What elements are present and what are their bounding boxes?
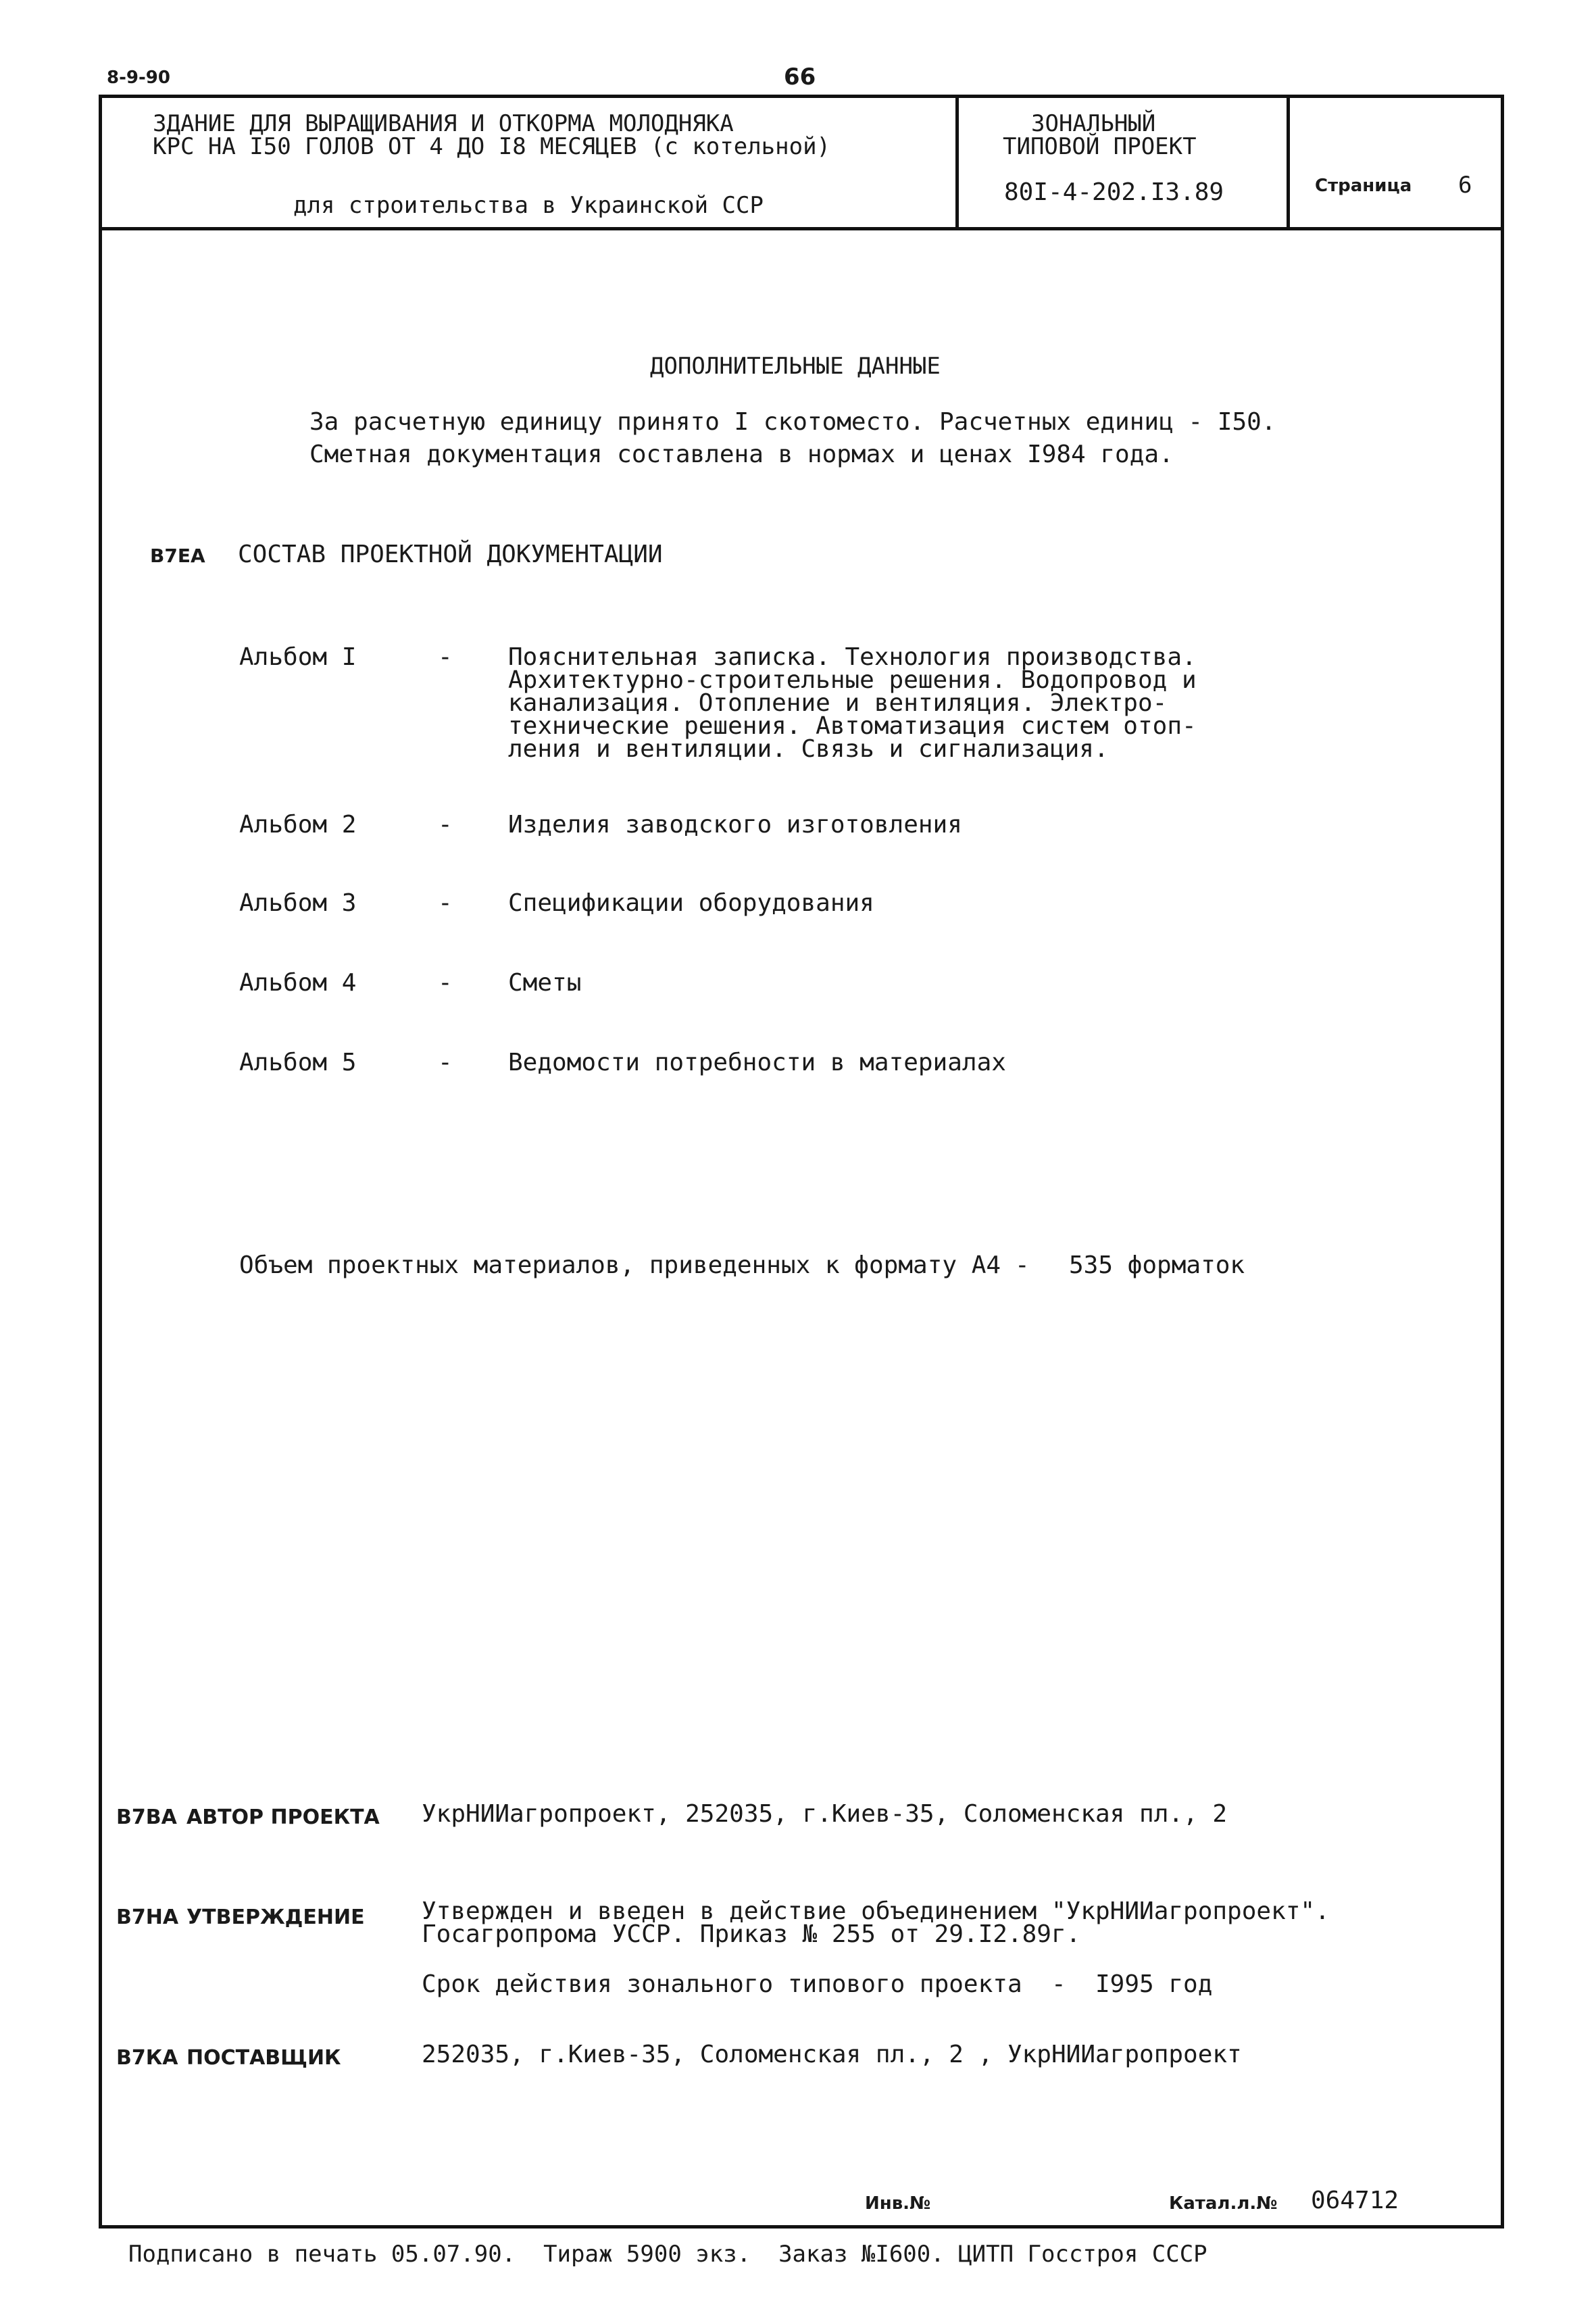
additional-data-heading: ДОПОЛНИТЕЛЬНЫЕ ДАННЫЕ xyxy=(650,353,941,380)
album-description-line: технические решения. Автоматизация систем отоп- xyxy=(508,712,1197,740)
project-title-line2: КРС НА I50 ГОЛОВ ОТ 4 ДО I8 МЕСЯЦЕВ (с котельной) xyxy=(153,133,831,160)
album-name: Альбом 4 xyxy=(239,969,357,997)
supplier-label: ПОСТАВЩИК xyxy=(186,2046,341,2070)
album-description-line: Спецификации оборудования xyxy=(508,889,874,917)
volume-value: 535 форматок xyxy=(1069,1251,1245,1279)
approval-line2: Госагропрома УССР. Приказ № 255 от 29.I2.89г. xyxy=(422,1920,1081,1948)
date-code: 8-9-90 xyxy=(107,68,170,88)
album-dash: - xyxy=(438,1049,453,1076)
album-dash: - xyxy=(438,969,453,997)
album-dash: - xyxy=(438,811,453,839)
project-title-line1: ЗДАНИЕ ДЛЯ ВЫРАЩИВАНИЯ И ОТКОРМА МОЛОДНЯКА xyxy=(153,110,734,137)
album-description-line: Пояснительная записка. Технология производства. xyxy=(508,643,1197,671)
album-dash: - xyxy=(438,643,453,671)
additional-data-line2: Сметная документация составлена в нормах и ценах I984 года. xyxy=(309,441,1174,468)
title-block-separator-2 xyxy=(1287,95,1290,230)
volume-dash: - xyxy=(1015,1251,1030,1279)
album-description-line: Ведомости потребности в материалах xyxy=(508,1049,1006,1076)
album-name: Альбом 3 xyxy=(239,889,357,917)
supplier-value: 252035, г.Киев-35, Соломенская пл., 2 , УкрНИИагропроект xyxy=(422,2041,1242,2068)
approval-validity: Срок действия зонального типового проекта - I995 год xyxy=(422,1970,1213,1998)
author-label: АВТОР ПРОЕКТА xyxy=(186,1806,380,1829)
sheet-number: 66 xyxy=(784,64,816,91)
album-name: Альбом I xyxy=(239,643,357,671)
print-info: Подписано в печать 05.07.90. Тираж 5900 экз. Заказ №I600. ЦИТП Госстроя СССР xyxy=(128,2241,1207,2268)
catalog-label: Катал.л.№ xyxy=(1169,2193,1278,2214)
author-value: УкрНИИагропроект, 252035, г.Киев-35, Соломенская пл., 2 xyxy=(422,1800,1228,1828)
approval-code: В7НА xyxy=(116,1906,179,1929)
album-description-line: ления и вентиляции. Связь и сигнализация. xyxy=(508,735,1109,763)
composition-heading: СОСТАВ ПРОЕКТНОЙ ДОКУМЕНТАЦИИ xyxy=(238,541,663,568)
approval-line1: Утвержден и введен в действие объединением "УкрНИИагропроект". xyxy=(422,1897,1330,1925)
supplier-code: В7КА xyxy=(116,2046,178,2070)
volume-label: Объем проектных материалов, приведенных к формату А4 xyxy=(239,1251,1001,1279)
inventory-label: Инв.№ xyxy=(865,2193,931,2214)
album-dash: - xyxy=(438,889,453,917)
project-code: 80I-4-202.I3.89 xyxy=(1004,178,1224,206)
composition-code: В7ЕА xyxy=(150,545,205,567)
album-name: Альбом 2 xyxy=(239,811,357,839)
project-type-line1: ЗОНАЛЬНЫЙ xyxy=(1031,110,1156,137)
approval-label: УТВЕРЖДЕНИЕ xyxy=(186,1906,365,1929)
author-code: В7ВА xyxy=(116,1806,177,1829)
album-description-line: Изделия заводского изготовления xyxy=(508,811,962,839)
album-name: Альбом 5 xyxy=(239,1049,357,1076)
project-subtitle: для строительства в Украинской ССР xyxy=(293,192,764,219)
title-block-separator-1 xyxy=(955,95,959,230)
page-value: 6 xyxy=(1458,172,1472,199)
title-block-divider xyxy=(99,227,1504,230)
additional-data-line1: За расчетную единицу принято I скотоместо. Расчетных единиц - I50. xyxy=(309,408,1276,436)
project-type-line2: ТИПОВОЙ ПРОЕКТ xyxy=(1003,133,1197,160)
album-description-line: Архитектурно-строительные решения. Водопровод и xyxy=(508,666,1197,694)
album-description-line: Сметы xyxy=(508,969,582,997)
album-description-line: канализация. Отопление и вентиляция. Электро- xyxy=(508,689,1168,717)
page-label: Страница xyxy=(1315,176,1412,196)
catalog-value: 064712 xyxy=(1311,2187,1399,2214)
